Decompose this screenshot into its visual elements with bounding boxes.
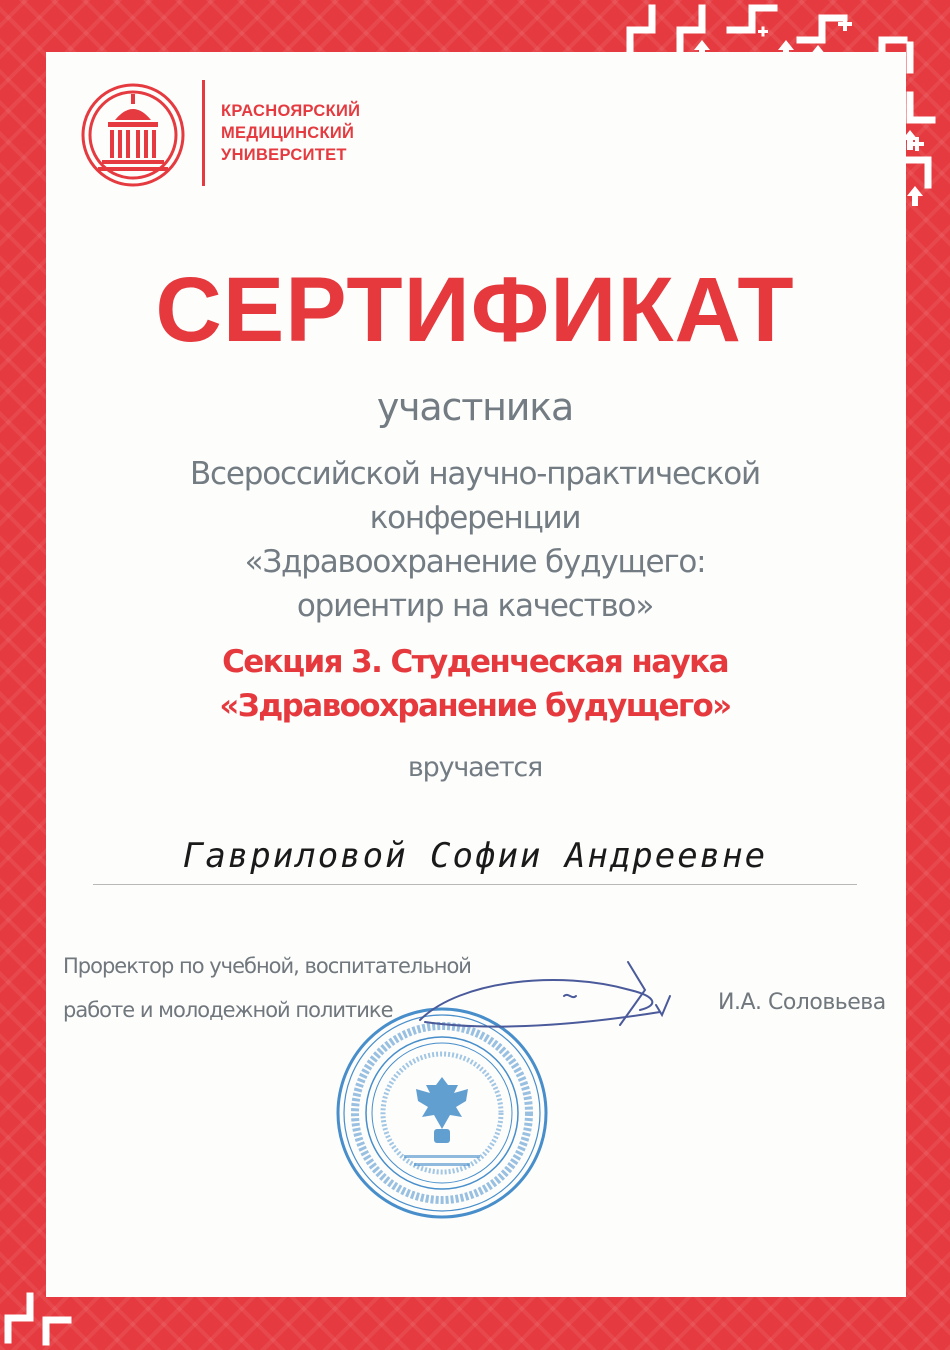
university-name <box>221 100 441 166</box>
university-building-logo-icon <box>80 82 186 188</box>
section-line: «Здравоохранение будущего» <box>219 688 731 724</box>
participant-label: участника <box>376 385 574 429</box>
conference-line: конференции <box>369 500 581 536</box>
conference-line: «Здравоохранение будущего: <box>244 544 706 580</box>
handwritten-signature <box>400 950 700 1060</box>
certificate-title: СЕРТИФИКАТ <box>155 259 795 361</box>
conference-line: Всероссийской научно-практической <box>189 456 761 492</box>
conference-line: ориентир на качество» <box>296 588 654 624</box>
recipient-underline <box>93 884 857 885</box>
signatory-role-line: Проректор по учебной, воспитательной <box>63 954 471 978</box>
university-name-line: УНИВЕРСИТЕТ <box>221 146 347 164</box>
section-line: Секция 3. Студенческая наука <box>222 644 728 680</box>
signatory-name: И.А. Соловьева <box>718 990 886 1015</box>
university-name-line: МЕДИЦИНСКИЙ <box>221 124 355 142</box>
conference-name <box>0 452 950 628</box>
recipient-name: Гавриловой Софии Андреевне <box>182 836 768 876</box>
university-name-line: КРАСНОЯРСКИЙ <box>221 102 361 120</box>
signatory-role-line: работе и молодежной политике <box>63 998 393 1022</box>
awarded-label: вручается <box>407 752 543 783</box>
section-name <box>0 640 950 728</box>
logo-divider <box>202 80 205 186</box>
